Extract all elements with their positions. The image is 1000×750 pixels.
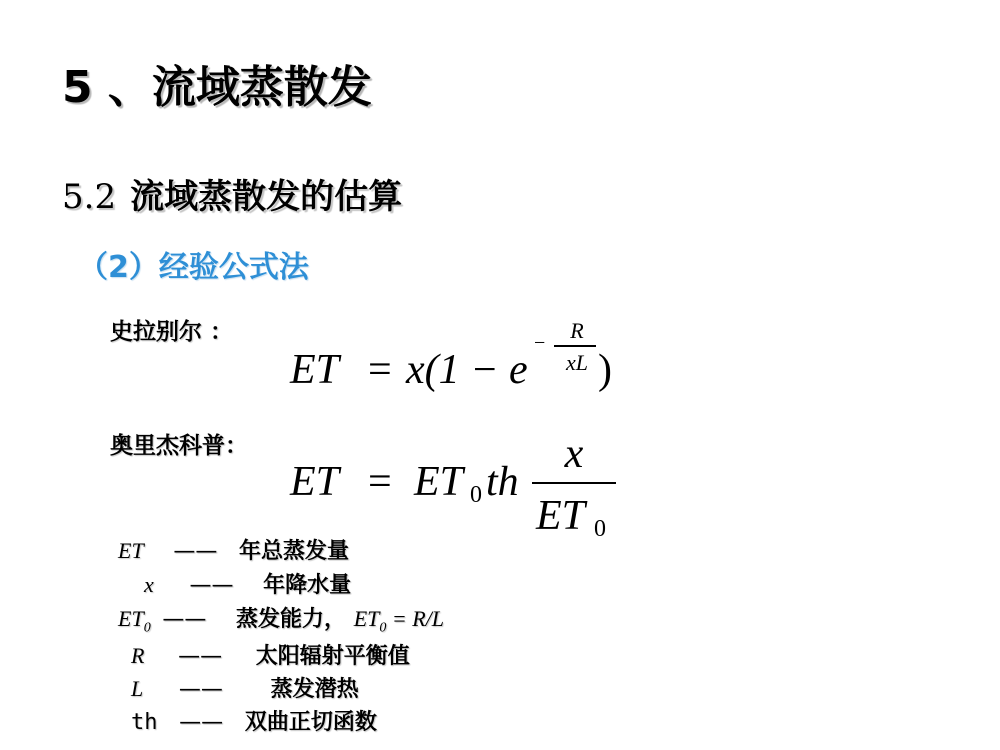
schreiber-lhs: ET [290,347,340,393]
oldekop-formula [290,430,630,545]
schreiber-close-paren: ) [598,347,612,393]
legend-item-l [131,678,359,701]
legend-symbol-sub: 0 [143,620,151,636]
legend-item-r [131,645,410,668]
oldekop-frac-den-sub: 0 [594,516,606,542]
section-subtitle-text: 流域蒸散发的估算 [130,177,403,217]
schreiber-exp-sign: − [534,332,546,354]
oldekop-frac-num: x [564,431,584,477]
oldekop-rhs-et: ET [414,459,464,505]
schreiber-formula [290,318,630,398]
schreiber-equals: = [368,347,392,393]
oldekop-lhs: ET [290,459,340,505]
legend-symbol: R [131,643,145,668]
oldekop-equals: = [368,459,392,505]
section-subtitle [62,177,403,217]
legend-extra-sub: 0 [379,620,387,636]
oldekop-frac-den: ET [536,493,586,539]
legend-text: 蒸发能力， [236,607,347,632]
legend-symbol: th [131,710,158,735]
legend-symbol: L [131,676,144,701]
legend-symbol: ET [118,538,144,563]
oldekop-label: 奥里杰科普： [110,433,248,459]
legend-dash: —— [189,573,234,598]
schreiber-rhs: x(1 − e [406,347,528,393]
legend-text: 蒸发潜热 [270,677,359,702]
legend-item-th [131,712,377,734]
oldekop-frac-bar [532,482,616,484]
method-heading: （2）经验公式法 [78,250,309,285]
schreiber-label: 史拉别尔 ： [110,319,234,345]
legend-dash: —— [179,710,224,735]
legend-item-et0 [118,608,444,635]
legend-extra-symbol: ET [353,606,380,631]
legend-symbol: x [144,572,154,597]
schreiber-exp-num: R [570,318,584,343]
legend-dash: —— [178,644,223,669]
legend-text: 年总蒸发量 [239,539,350,564]
legend-text: 双曲正切函数 [244,710,377,735]
oldekop-th: th [486,459,519,505]
slide-title: 5 、流域蒸散发 [62,62,372,113]
section-number: 5.2 [62,177,117,217]
oldekop-rhs-sub: 0 [470,482,482,508]
legend-text: 太阳辐射平衡值 [255,644,410,669]
schreiber-exp-bar [554,345,596,347]
schreiber-exp-den: xL [566,350,588,375]
legend-dash: —— [173,539,218,564]
legend-dash: —— [178,677,223,702]
legend-text: 年降水量 [263,573,352,598]
legend-extra-rest: = R/L [386,606,445,631]
legend-symbol: ET [118,606,144,631]
legend-dash: —— [162,607,207,632]
legend-item-x [144,574,351,597]
legend-item-et [118,540,349,563]
